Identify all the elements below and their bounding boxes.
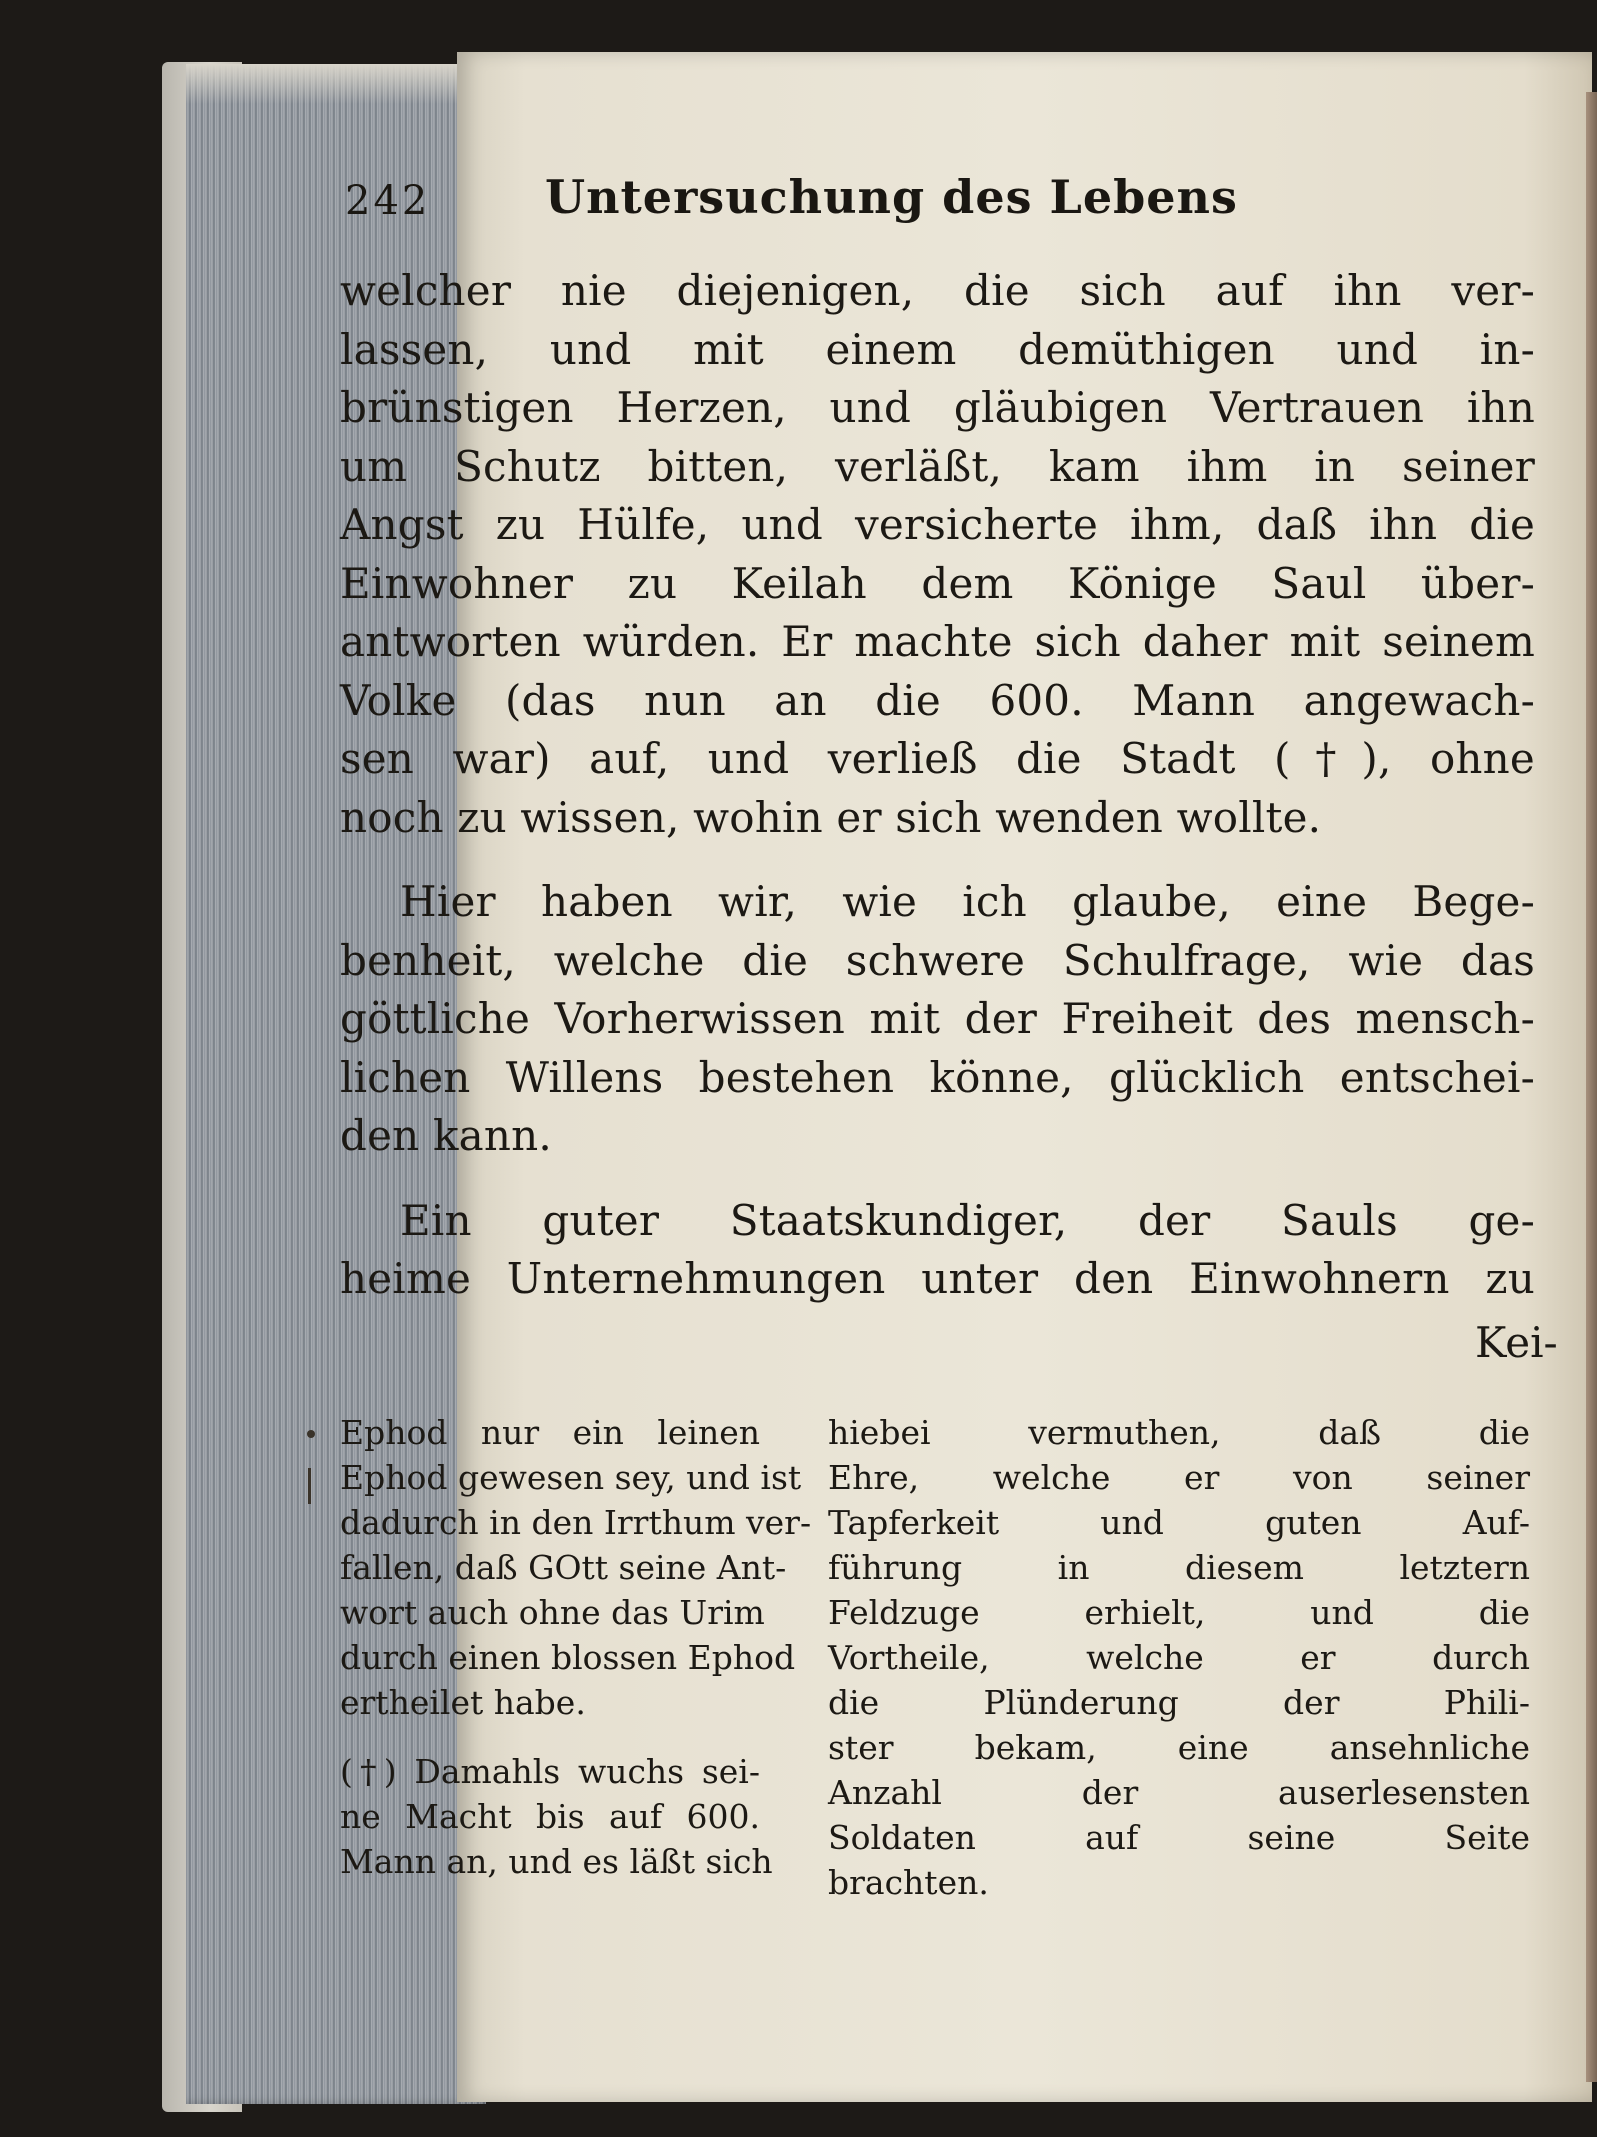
text-line: göttliche Vorherwissen mit der Freiheit des mensch- xyxy=(340,994,1535,1043)
paragraph-gap xyxy=(340,847,1535,873)
footnote-line: die Plünderung der Phili- xyxy=(828,1683,1530,1722)
footnote-line: Ehre, welche er von seiner xyxy=(828,1458,1530,1497)
text-line: um Schutz bitten, verläßt, kam ihm in seiner xyxy=(340,441,1535,491)
footnote-line: fallen, daß GOtt seine Ant- xyxy=(340,1548,787,1587)
footnote-line: führung in diesem letztern xyxy=(828,1548,1530,1587)
text-line: Volke (das nun an die 600. Mann angewach- xyxy=(340,675,1535,725)
footnote-line: Anzahl der auserlesensten xyxy=(828,1773,1530,1812)
text-line: heime Unternehmungen unter den Einwohnern zu xyxy=(340,1254,1535,1303)
paragraph-1 xyxy=(340,262,1535,847)
footnote-line: ertheilet habe. xyxy=(340,1683,586,1722)
text-line: lichen Willens bestehen könne, glücklich entschei- xyxy=(340,1052,1535,1102)
right-page-edge xyxy=(1586,92,1597,2082)
footnote-line: hiebei vermuthen, daß die xyxy=(828,1413,1530,1452)
footnote-left-column xyxy=(340,1410,812,1884)
page-header xyxy=(345,170,1405,230)
footnote-line: Vortheile, welche er durch xyxy=(828,1638,1530,1677)
text-line: antworten würden. Er machte sich daher mit seinem xyxy=(340,617,1535,666)
margin-mark xyxy=(307,1430,315,1438)
text-line: den kann. xyxy=(340,1111,552,1160)
paragraph-gap xyxy=(340,1166,1535,1192)
footnote-line: wort auch ohne das Urim xyxy=(340,1593,765,1632)
footnote-line: dadurch in den Irrthum ver- xyxy=(340,1503,812,1542)
paragraph-2 xyxy=(340,873,1535,1166)
paragraph-3 xyxy=(340,1192,1535,1309)
footnote-line: durch einen blossen Ephod xyxy=(340,1638,796,1677)
text-line: lassen, und mit einem demüthigen und in- xyxy=(340,324,1535,374)
text-line: brünstigen Herzen, und gläubigen Vertrauen ihn xyxy=(340,383,1535,432)
catchword: Kei- xyxy=(1475,1318,1558,1367)
page-number: 242 xyxy=(345,178,431,224)
text-line: noch zu wissen, wohin er sich wenden wollte. xyxy=(340,792,1322,842)
text-line: Einwohner zu Keilah dem Könige Saul über- xyxy=(340,558,1535,608)
footnote-line: Soldaten auf seine Seite xyxy=(828,1818,1530,1857)
footnote-line: Mann an, und es läßt sich xyxy=(340,1842,773,1881)
footnote-line: Feldzuge erhielt, und die xyxy=(828,1593,1530,1632)
main-text xyxy=(340,262,1535,1309)
footnote-line: Ephod gewesen sey, und ist xyxy=(340,1458,802,1497)
footnote-line: Tapferkeit und guten Auf- xyxy=(828,1503,1530,1542)
footnote-line: brachten. xyxy=(828,1863,989,1902)
footnote-line: ster bekam, eine ansehnliche xyxy=(828,1728,1530,1767)
running-head: Untersuchung des Lebens xyxy=(545,170,1238,224)
footnote-line: (†) Damahls wuchs sei- xyxy=(340,1752,760,1791)
margin-mark xyxy=(308,1468,311,1504)
text-line: Angst zu Hülfe, und versicherte ihm, daß ihn die xyxy=(340,500,1535,549)
footnote-line: ne Macht bis auf 600. xyxy=(340,1797,760,1836)
footnote-gap xyxy=(340,1725,760,1749)
footnote-line: Ephod nur ein leinen xyxy=(340,1413,760,1452)
text-line: Hier haben wir, wie ich glaube, eine Bege- xyxy=(400,877,1535,926)
text-line: Ein guter Staatskundiger, der Sauls ge- xyxy=(400,1195,1535,1245)
footnote-right-column xyxy=(828,1410,1530,1905)
text-line: sen war) auf, und verließ die Stadt (†), ohne xyxy=(340,734,1535,783)
text-line: benheit, welche die schwere Schulfrage, wie das xyxy=(340,935,1535,985)
text-line: welcher nie diejenigen, die sich auf ihn ver- xyxy=(340,266,1535,315)
